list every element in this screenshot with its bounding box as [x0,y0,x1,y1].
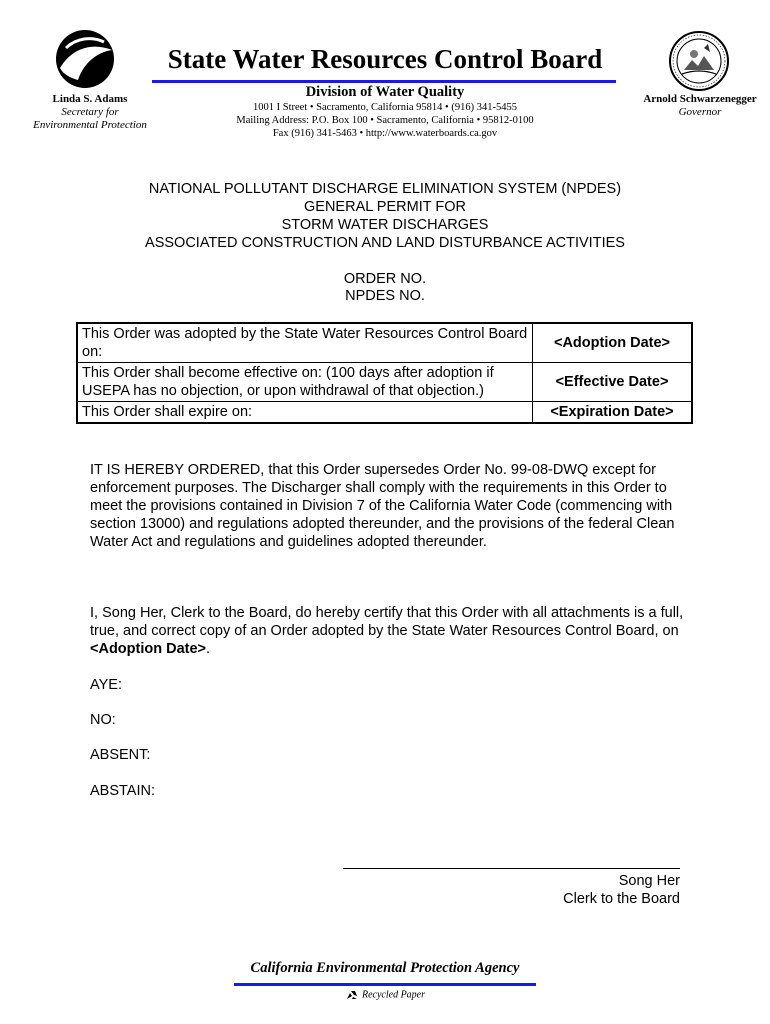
recycle-icon [345,989,359,1001]
heading-line4: ASSOCIATED CONSTRUCTION AND LAND DISTURBANCE ACTIVITIES [145,235,625,251]
secretary-title-line2: Environmental Protection [33,119,147,131]
dates-table [76,322,693,424]
signature-line [343,868,680,869]
governor-name: Arnold Schwarzenegger [643,93,757,105]
division-name: Division of Water Quality [305,84,465,100]
governor-block [630,93,770,119]
table-row [77,402,692,424]
recycled-paper-note [0,989,770,1001]
heading-line3: STORM WATER DISCHARGES [281,217,489,233]
board-title: State Water Resources Control Board [167,44,603,74]
effective-label: This Order shall become effective on: (100 days after adoption if USEPA has no objection, or upon withdrawal of that objection.) [77,363,533,402]
ordered-paragraph: IT IS HEREBY ORDERED, that this Order supersedes Order No. 99-08-DWQ except for enforcement purposes. The Discharger shall comply with the requirements in this Order to meet the provisions contained in Division 7 of the California Water Code (commencing with section 13000) and regulations adopted thereunder, and the provisions of the federal Clean Water Act and regulations and guidelines adopted thereunder. [90,462,675,550]
aye-label: AYE: [90,677,122,693]
table-row [77,363,692,402]
signer-title: Clerk to the Board [563,891,680,907]
heading-line1: NATIONAL POLLUTANT DISCHARGE ELIMINATION SYSTEM (NPDES) [148,181,622,197]
title-rule [152,80,616,83]
certification-date: <Adoption Date> [90,641,207,657]
adoption-date: <Adoption Date> [533,323,693,363]
secretary-title-line1: Secretary for [61,106,119,118]
footer-rule [234,983,536,986]
certification-text: I, Song Her, Clerk to the Board, do hereby certify that this Order with all attachments is a full, true, and correct copy of an Order adopted by the State Water Resources Control Board, on [90,605,684,639]
heading-line2: GENERAL PERMIT FOR [304,199,466,215]
secretary-block [20,93,160,132]
governor-title: Governor [678,106,722,118]
recycled-paper-label: Recycled Paper [361,989,426,1001]
table-row [77,323,692,363]
adoption-label: This Order was adopted by the State Water Resources Control Board on: [77,323,533,363]
street-address: 1001 I Street • Sacramento, California 95814 • (916) 341-5455 [253,102,517,113]
fax-and-website: Fax (916) 341-5463 • http://www.waterboards.ca.gov [272,128,498,139]
expiration-date: <Expiration Date> [533,402,693,424]
signer-name: Song Her [618,873,680,889]
order-number: ORDER NO. [343,271,427,287]
abstain-label: ABSTAIN: [90,783,155,799]
mailing-address: Mailing Address: P.O. Box 100 • Sacramento, California • 95812-0100 [236,115,534,126]
effective-date: <Effective Date> [533,363,693,402]
signature-block [380,872,680,908]
npdes-number: NPDES NO. [345,288,425,304]
agency-name: California Environmental Protection Agency [250,960,520,976]
certification-end: . [206,641,211,657]
expiration-label: This Order shall expire on: [77,402,533,424]
certification-paragraph [90,604,690,658]
absent-label: ABSENT: [90,747,151,763]
no-label: NO: [90,712,116,728]
secretary-name: Linda S. Adams [52,93,128,105]
